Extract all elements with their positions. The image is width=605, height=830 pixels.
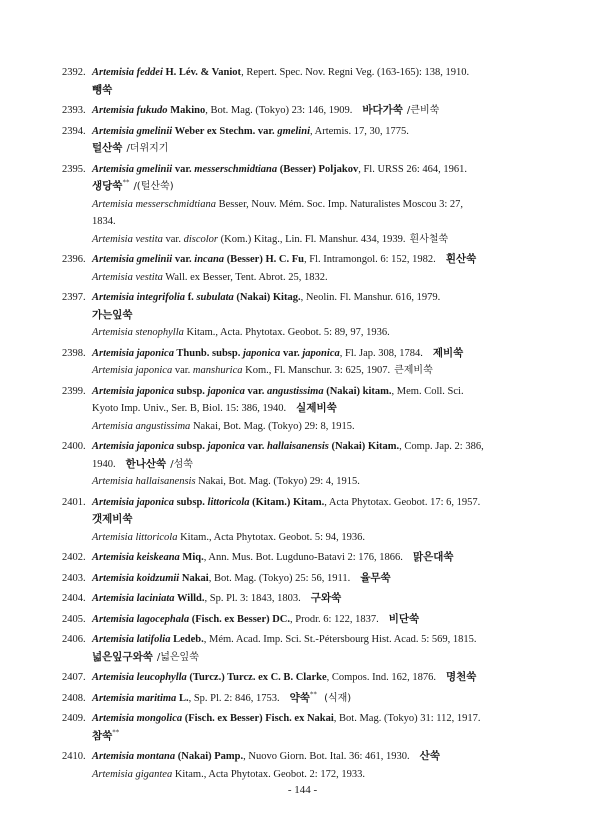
entry-heading-line (62, 161, 547, 179)
citation-text: Kyoto Imp. Univ., Ser. B, Biol. 15: 386, 1940. (92, 403, 287, 414)
korean-name: 명천쑥 (446, 671, 477, 683)
author-name: Thunb. subsp. (173, 347, 243, 359)
citation-text: Besser, Nouv. Mém. Soc. Imp. Naturalistes Moscou 3: 27, (215, 198, 464, 210)
entry-heading-line (62, 64, 547, 82)
entry-heading-line (62, 631, 547, 649)
citation-text: , Fl. Jap. 308, 1784. (339, 347, 423, 359)
entry-heading-line (62, 590, 547, 608)
entry-number: 2392. (62, 67, 86, 78)
citation-text: , Fl. URSS 26: 464, 1961. (358, 163, 468, 175)
author-name: subsp. (173, 496, 208, 508)
entry-continuation-line (62, 82, 547, 100)
author-name: (Nakai) Pamp. (175, 751, 244, 762)
species-list (62, 64, 547, 786)
author-name: (Besser) Poljakov (277, 163, 359, 175)
korean-name: 바다가쑥 (362, 104, 403, 116)
species-entry (62, 494, 547, 547)
scientific-name: Artemisia feddei (92, 67, 163, 78)
synonym-line (62, 269, 547, 287)
korean-name: 약쑥 (289, 691, 310, 704)
entry-number: 2410. (62, 751, 86, 762)
species-entry (62, 102, 547, 120)
species-entry (62, 611, 547, 629)
korean-name: 비단쑥 (388, 612, 420, 625)
scientific-name: Artemisia japonica (92, 441, 174, 452)
entry-continuation-line (62, 511, 547, 529)
citation-text: 1834. (92, 216, 116, 227)
entry-heading-line (62, 102, 547, 120)
entry-heading-line (62, 748, 547, 766)
entry-number: 2408. (62, 692, 86, 704)
author-name: (Fisch. ex Besser) DC. (189, 613, 291, 625)
entry-number: 2394. (62, 125, 86, 137)
synonym-name: Artemisia hallaisanensis (92, 476, 196, 487)
korean-name: /섬쑥 (170, 458, 193, 470)
page-number: - 144 - (287, 784, 318, 796)
scientific-name: Artemisia koidzumii (92, 572, 180, 584)
species-entry (62, 710, 547, 745)
citation-text: , Ann. Mus. Bot. Lugduno-Batavi 2: 176, 1866. (203, 552, 403, 563)
korean-name: 실제비쑥 (296, 402, 337, 414)
scientific-name: Artemisia japonica (92, 347, 174, 359)
species-entry (62, 570, 547, 588)
scientific-name: Artemisia integrifolia (92, 292, 186, 303)
footnote-mark: ** (122, 178, 130, 187)
synonym-name: Artemisia gigantea (92, 768, 173, 780)
entry-continuation-line (62, 178, 547, 196)
scientific-name: Artemisia latifolia (92, 634, 171, 645)
scientific-name: Artemisia mongolica (92, 713, 183, 724)
scientific-name: littoricola (207, 496, 250, 508)
citation-text: Nakai, Bot. Mag. (Tokyo) 29: 8, 1915. (190, 420, 355, 432)
author-name: (Nakai) Kitag. (233, 292, 301, 303)
species-entry (62, 748, 547, 783)
korean-name: 가는잎쑥 (92, 308, 133, 321)
author-name: (Besser) H. C. Fu (224, 254, 304, 265)
citation-text: , Repert. Spec. Nov. Regni Veg. (163-165): 138, 1910. (241, 67, 470, 78)
entry-heading-line (62, 383, 547, 401)
scientific-name: Artemisia keiskeana (92, 552, 180, 563)
scientific-name: angustissima (266, 385, 324, 397)
author-name: Makino (167, 105, 206, 116)
entry-number: 2395. (62, 163, 86, 175)
synonym-name: Artemisia vestita (92, 271, 163, 283)
synonym-line (62, 213, 547, 231)
species-entry (62, 345, 547, 380)
entry-heading-line (62, 251, 547, 269)
synonym-name: Artemisia littoricola (92, 531, 178, 543)
author-name: var. (172, 254, 195, 265)
author-name: (Kitam.) Kitam. (249, 496, 325, 508)
author-name: var. (244, 441, 267, 452)
korean-name: 생당쑥 (92, 180, 123, 192)
entry-heading-line (62, 438, 547, 456)
korean-name: 참쑥 (92, 729, 113, 742)
entry-number: 2407. (62, 672, 86, 683)
synonym-name: Artemisia japonica (92, 365, 173, 376)
author-name: f. (185, 292, 197, 303)
author-name: (Fisch. ex Besser) Fisch. ex Nakai (182, 713, 334, 724)
synonym-name: Artemisia angustissima (92, 420, 191, 432)
korean-alt-name: 흰사철쑥 (409, 233, 449, 245)
entry-heading-line (62, 345, 547, 363)
entry-number: 2393. (62, 105, 86, 116)
korean-name: /(털산쑥) (133, 181, 174, 192)
scientific-name: Artemisia lagocephala (92, 613, 190, 625)
author-name: subsp. (173, 385, 208, 397)
author-name: H. Lév. & Vaniot (162, 67, 242, 78)
synonym-line (62, 324, 547, 342)
korean-name: /더위지기 (126, 143, 169, 154)
korean-name: 넓은잎구와쑥 (92, 650, 153, 663)
author-name: (Turcz.) Turcz. ex C. B. Clarke (186, 672, 327, 683)
korean-name: 산쑥 (419, 750, 440, 762)
korean-name: (식재) (320, 692, 352, 704)
synonym-name: discolor (183, 233, 218, 245)
citation-text: 1940. (92, 458, 116, 470)
korean-name: 맑은대쑥 (412, 551, 454, 563)
scientific-name: japonica (242, 347, 281, 359)
entry-number: 2399. (62, 385, 86, 397)
entry-number: 2401. (62, 496, 86, 508)
synonym-name: manshurica (192, 365, 243, 376)
citation-text: , Fl. Intramongol. 6: 152, 1982. (303, 254, 436, 265)
korean-name: 율무쑥 (360, 571, 391, 584)
scientific-name: messerschmidtiana (194, 163, 278, 175)
entry-continuation-line (62, 456, 547, 474)
citation-text: , Compos. Ind. 162, 1876. (326, 672, 436, 683)
citation-text: , Prodr. 6: 122, 1837. (290, 613, 379, 625)
synonym-line (62, 196, 547, 214)
citation-text: , Sp. Pl. 2: 846, 1753. (188, 692, 280, 704)
citation-text: Wall. ex Besser, Tent. Abrot. 25, 1832. (162, 271, 328, 283)
author-name: L. (176, 692, 189, 704)
author-name: Ledeb. (170, 634, 204, 645)
scientific-name: Artemisia gmelinii (92, 254, 173, 265)
korean-name: 흰산쑥 (445, 253, 477, 265)
entry-number: 2396. (62, 254, 86, 265)
author-name: (Nakai) kitam. (323, 385, 392, 397)
author-name: Nakai (179, 572, 209, 584)
entry-number: 2405. (62, 613, 86, 625)
korean-name: 뺑쑥 (92, 83, 113, 96)
entry-heading-line (62, 570, 547, 588)
entry-continuation-line (62, 140, 547, 158)
korean-alt-name: 큰제비쑥 (394, 365, 433, 376)
korean-name: 제비쑥 (432, 346, 464, 359)
entry-heading-line (62, 710, 547, 728)
entry-number: 2404. (62, 593, 86, 604)
entry-heading-line (62, 669, 547, 687)
citation-text: , Nuovo Giorn. Bot. Ital. 36: 461, 1930. (243, 751, 410, 762)
species-entry (62, 438, 547, 491)
citation-text: , Bot. Mag. (Tokyo) 23: 146, 1909. (205, 105, 353, 116)
synonym-line (62, 231, 547, 249)
citation-text: , Bot. Mag. (Tokyo) 25: 56, 1911. (208, 572, 351, 584)
synonym-name: Artemisia messerschmidtiana (92, 198, 216, 210)
entry-number: 2403. (62, 572, 86, 584)
author-name: var. (172, 163, 195, 175)
korean-name: /넓은잎쑥 (156, 651, 199, 663)
korean-name: 갯제비쑥 (92, 513, 133, 525)
entry-number: 2409. (62, 713, 86, 724)
entry-heading-line (62, 123, 547, 141)
scientific-name: japonica (207, 385, 245, 397)
citation-text: var. (172, 365, 193, 376)
entry-heading-line (62, 611, 547, 629)
citation-text: , Sp. Pl. 3: 1843, 1803. (204, 593, 301, 604)
citation-text: , Neolin. Fl. Manshur. 616, 1979. (300, 292, 441, 303)
citation-text: , Bot. Mag. (Tokyo) 31: 112, 1917. (333, 713, 481, 724)
synonym-line (62, 529, 547, 547)
synonym-line (62, 473, 547, 491)
scientific-name: Artemisia laciniata (92, 593, 175, 604)
scientific-name: Artemisia montana (92, 751, 176, 762)
entry-continuation-line (62, 307, 547, 325)
author-name: Willd. (174, 593, 205, 604)
entry-number: 2402. (62, 552, 86, 563)
author-name: Weber ex Stechm. var. (172, 125, 278, 137)
entry-number: 2398. (62, 347, 86, 359)
scientific-name: incana (194, 254, 225, 265)
species-entry (62, 669, 547, 687)
species-entry (62, 590, 547, 608)
entry-heading-line (62, 549, 547, 567)
korean-name: 구와쑥 (310, 592, 342, 604)
scientific-name: Artemisia japonica (92, 496, 174, 508)
citation-text: , Comp. Jap. 2: 386, (399, 441, 484, 452)
species-entry (62, 123, 547, 158)
synonym-line (62, 362, 547, 380)
species-entry (62, 631, 547, 666)
citation-text: Kom., Fl. Manschur. 3: 625, 1907. (242, 365, 391, 376)
species-entry (62, 64, 547, 99)
korean-name: /큰비쑥 (406, 105, 440, 116)
scientific-name: Artemisia gmelinii (92, 125, 173, 137)
scientific-name: gmelini (277, 125, 310, 137)
species-entry (62, 251, 547, 286)
footnote-mark: ** (309, 690, 317, 698)
author-name: subsp. (173, 441, 208, 452)
scientific-name: hallaisanensis (266, 441, 329, 452)
korean-name: 털산쑥 (92, 142, 123, 154)
entry-heading-line (62, 690, 547, 708)
citation-text: Kitam., Acta. Phytotax. Geobot. 5: 89, 97, 1936. (183, 327, 390, 338)
scientific-name: Artemisia maritima (92, 692, 177, 704)
scientific-name: Artemisia gmelinii (92, 163, 173, 175)
species-entry (62, 161, 547, 249)
entry-number: 2397. (62, 292, 86, 303)
scientific-name: japonica (207, 441, 245, 452)
author-name: var. (244, 385, 267, 397)
entry-heading-line (62, 289, 547, 307)
synonym-line (62, 418, 547, 436)
citation-text: (Kom.) Kitag., Lin. Fl. Manshur. 434, 1939. (218, 233, 406, 245)
citation-text: Kitam., Acta Phytotax. Geobot. 5: 94, 1936. (177, 531, 365, 543)
synonym-name: Artemisia stenophylla (92, 327, 184, 338)
citation-text: , Acta Phytotax. Geobot. 17: 6, 1957. (324, 496, 481, 508)
korean-name: 한나산쑥 (125, 457, 167, 470)
species-entry (62, 690, 547, 708)
entry-continuation-line (62, 400, 547, 418)
entry-heading-line (62, 494, 547, 512)
author-name: (Nakai) Kitam. (328, 441, 400, 452)
citation-text: , Mém. Acad. Imp. Sci. St.-Pétersbourg Hist. Acad. 5: 569, 1815. (203, 634, 477, 645)
synonym-name: Artemisia vestita (92, 233, 163, 245)
citation-text: Kitam., Acta Phytotax. Geobot. 2: 172, 1933. (172, 768, 365, 780)
citation-text: var. (162, 233, 184, 245)
scientific-name: Artemisia leucophylla (92, 672, 187, 683)
entry-continuation-line (62, 728, 547, 746)
species-entry (62, 383, 547, 436)
entry-continuation-line (62, 649, 547, 667)
scientific-name: subulata (196, 292, 234, 303)
scientific-name: Artemisia japonica (92, 385, 174, 397)
footnote-mark: ** (112, 728, 120, 736)
species-entry (62, 549, 547, 567)
author-name: var. (280, 347, 303, 359)
citation-text: , Mem. Coll. Sci. (391, 385, 464, 397)
scientific-name: Artemisia fukudo (92, 105, 168, 116)
synonym-line (62, 766, 547, 784)
scientific-name: japonica (302, 347, 340, 359)
entry-number: 2406. (62, 634, 86, 645)
citation-text: Nakai, Bot. Mag. (Tokyo) 29: 4, 1915. (195, 476, 360, 487)
citation-text: , Artemis. 17, 30, 1775. (309, 125, 409, 137)
entry-number: 2400. (62, 441, 86, 452)
author-name: Miq. (179, 552, 204, 563)
species-entry (62, 289, 547, 342)
